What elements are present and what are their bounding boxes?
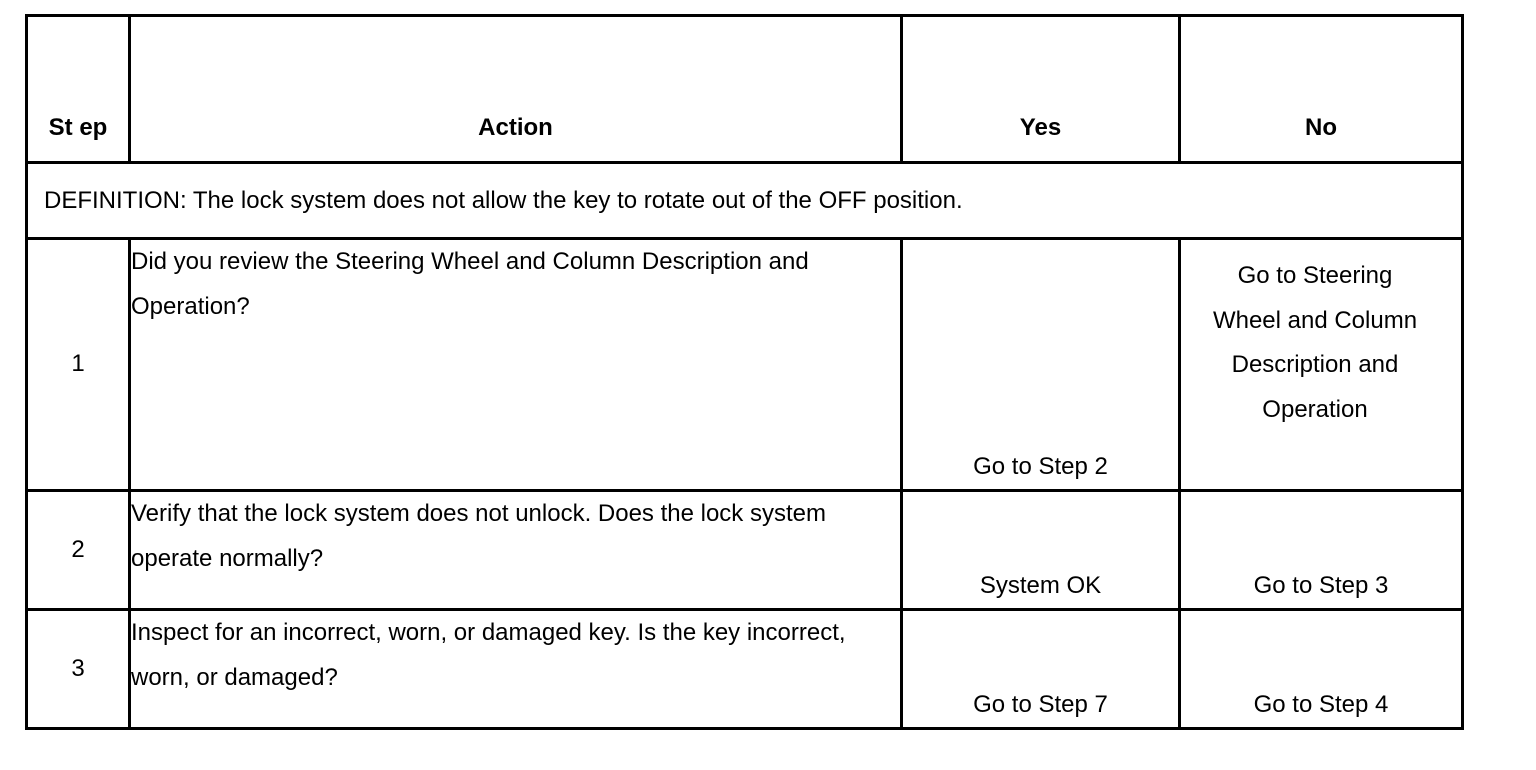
step-number: 2 — [27, 491, 130, 610]
yes-result: Go to Step 2 — [902, 239, 1180, 491]
table-row — [27, 491, 1463, 610]
no-result: Go to Steering Wheel and Column Description and Operation — [1180, 239, 1463, 491]
yes-result: System OK — [902, 491, 1180, 610]
table-row — [27, 239, 1463, 491]
header-yes: Yes — [902, 16, 1180, 163]
header-action: Action — [130, 16, 902, 163]
header-step: St ep — [27, 16, 130, 163]
action-text: Verify that the lock system does not unlock. Does the lock system operate normally? — [130, 491, 902, 610]
header-no: No — [1180, 16, 1463, 163]
table-row — [27, 610, 1463, 729]
step-number: 1 — [27, 239, 130, 491]
action-text: Did you review the Steering Wheel and Column Description and Operation? — [130, 239, 902, 491]
header-row — [27, 16, 1463, 163]
definition-text: DEFINITION: The lock system does not allow the key to rotate out of the OFF position. — [27, 163, 1463, 239]
step-number: 3 — [27, 610, 130, 729]
diagnostic-table — [25, 14, 1464, 730]
no-result: Go to Step 4 — [1180, 610, 1463, 729]
no-result: Go to Step 3 — [1180, 491, 1463, 610]
yes-result: Go to Step 7 — [902, 610, 1180, 729]
action-text: Inspect for an incorrect, worn, or damaged key. Is the key incorrect, worn, or damaged? — [130, 610, 902, 729]
definition-row — [27, 163, 1463, 239]
